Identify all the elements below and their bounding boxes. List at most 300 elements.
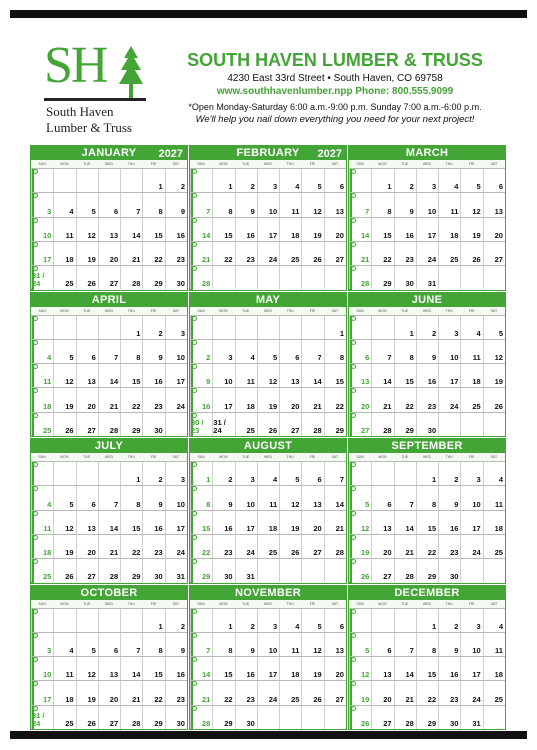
day-cell[interactable] <box>76 559 98 582</box>
day-cell[interactable] <box>165 681 187 704</box>
day-cell[interactable] <box>235 266 257 289</box>
day-cell[interactable] <box>142 511 164 534</box>
day-cell[interactable] <box>165 388 187 411</box>
day-cell[interactable] <box>279 169 301 192</box>
day-cell[interactable] <box>438 364 460 387</box>
day-cell[interactable] <box>76 633 98 656</box>
day-cell[interactable] <box>98 559 120 582</box>
day-cell[interactable] <box>324 316 346 339</box>
day-cell[interactable] <box>279 535 301 558</box>
day-cell[interactable] <box>394 657 416 680</box>
day-cell[interactable] <box>438 633 460 656</box>
day-cell[interactable] <box>76 486 98 509</box>
day-cell[interactable] <box>257 316 279 339</box>
day-cell[interactable] <box>190 559 212 582</box>
day-cell[interactable] <box>301 364 323 387</box>
day-cell[interactable] <box>257 609 279 632</box>
day-cell[interactable] <box>190 486 212 509</box>
day-cell[interactable] <box>53 511 75 534</box>
day-cell[interactable] <box>371 609 393 632</box>
day-cell[interactable] <box>165 266 187 289</box>
day-cell[interactable] <box>324 633 346 656</box>
day-cell[interactable] <box>142 706 164 729</box>
day-cell[interactable] <box>98 169 120 192</box>
day-cell[interactable] <box>190 242 212 265</box>
day-cell[interactable] <box>190 609 212 632</box>
day-cell[interactable] <box>120 486 142 509</box>
day-cell[interactable] <box>483 169 505 192</box>
day-cell[interactable] <box>394 535 416 558</box>
day-cell[interactable] <box>301 559 323 582</box>
day-cell[interactable] <box>212 413 234 436</box>
day-cell[interactable] <box>190 316 212 339</box>
day-cell[interactable] <box>371 535 393 558</box>
day-cell[interactable] <box>371 388 393 411</box>
day-cell[interactable] <box>165 633 187 656</box>
day-cell[interactable] <box>165 242 187 265</box>
day-cell[interactable] <box>371 511 393 534</box>
day-cell[interactable] <box>31 706 53 729</box>
company-contact[interactable]: www.southhavenlumber.npp Phone: 800.555.9099 <box>216 86 454 97</box>
day-cell[interactable] <box>120 193 142 216</box>
day-cell[interactable] <box>190 535 212 558</box>
day-cell[interactable] <box>165 413 187 436</box>
day-cell[interactable] <box>371 316 393 339</box>
day-cell[interactable] <box>349 462 371 485</box>
day-cell[interactable] <box>165 340 187 363</box>
day-cell[interactable] <box>394 266 416 289</box>
day-cell[interactable] <box>190 193 212 216</box>
day-cell[interactable] <box>235 609 257 632</box>
day-cell[interactable] <box>460 266 482 289</box>
day-cell[interactable] <box>120 242 142 265</box>
day-cell[interactable] <box>257 633 279 656</box>
day-cell[interactable] <box>235 462 257 485</box>
day-cell[interactable] <box>53 413 75 436</box>
day-cell[interactable] <box>460 242 482 265</box>
day-cell[interactable] <box>394 706 416 729</box>
day-cell[interactable] <box>483 340 505 363</box>
day-cell[interactable] <box>324 511 346 534</box>
day-cell[interactable] <box>235 413 257 436</box>
day-cell[interactable] <box>438 316 460 339</box>
day-cell[interactable] <box>371 413 393 436</box>
day-cell[interactable] <box>212 706 234 729</box>
day-cell[interactable] <box>31 511 53 534</box>
day-cell[interactable] <box>483 535 505 558</box>
day-cell[interactable] <box>98 486 120 509</box>
day-cell[interactable] <box>394 193 416 216</box>
day-cell[interactable] <box>279 609 301 632</box>
day-cell[interactable] <box>460 169 482 192</box>
day-cell[interactable] <box>279 681 301 704</box>
day-cell[interactable] <box>120 511 142 534</box>
day-cell[interactable] <box>76 462 98 485</box>
day-cell[interactable] <box>31 193 53 216</box>
day-cell[interactable] <box>98 193 120 216</box>
day-cell[interactable] <box>460 609 482 632</box>
day-cell[interactable] <box>98 462 120 485</box>
day-cell[interactable] <box>349 413 371 436</box>
day-cell[interactable] <box>460 388 482 411</box>
day-cell[interactable] <box>98 218 120 241</box>
day-cell[interactable] <box>212 266 234 289</box>
day-cell[interactable] <box>349 364 371 387</box>
day-cell[interactable] <box>120 340 142 363</box>
day-cell[interactable] <box>394 242 416 265</box>
day-cell[interactable] <box>438 535 460 558</box>
day-cell[interactable] <box>212 364 234 387</box>
day-cell[interactable] <box>301 706 323 729</box>
day-cell[interactable] <box>142 388 164 411</box>
day-cell[interactable] <box>165 511 187 534</box>
day-cell[interactable] <box>235 706 257 729</box>
day-cell[interactable] <box>257 559 279 582</box>
day-cell[interactable] <box>483 609 505 632</box>
day-cell[interactable] <box>142 193 164 216</box>
day-cell[interactable] <box>416 633 438 656</box>
day-cell[interactable] <box>165 169 187 192</box>
day-cell[interactable] <box>53 388 75 411</box>
day-cell[interactable] <box>371 193 393 216</box>
day-cell[interactable] <box>53 193 75 216</box>
day-cell[interactable] <box>438 340 460 363</box>
day-cell[interactable] <box>324 609 346 632</box>
day-cell[interactable] <box>190 413 212 436</box>
day-cell[interactable] <box>31 462 53 485</box>
day-cell[interactable] <box>438 609 460 632</box>
day-cell[interactable] <box>371 633 393 656</box>
day-cell[interactable] <box>349 559 371 582</box>
day-cell[interactable] <box>438 169 460 192</box>
day-cell[interactable] <box>394 559 416 582</box>
day-cell[interactable] <box>98 681 120 704</box>
day-cell[interactable] <box>165 609 187 632</box>
day-cell[interactable] <box>120 535 142 558</box>
day-cell[interactable] <box>235 511 257 534</box>
day-cell[interactable] <box>142 462 164 485</box>
day-cell[interactable] <box>483 559 505 582</box>
day-cell[interactable] <box>257 462 279 485</box>
day-cell[interactable] <box>76 388 98 411</box>
day-cell[interactable] <box>394 316 416 339</box>
day-cell[interactable] <box>460 559 482 582</box>
day-cell[interactable] <box>190 218 212 241</box>
day-cell[interactable] <box>438 413 460 436</box>
day-cell[interactable] <box>31 242 53 265</box>
day-cell[interactable] <box>460 706 482 729</box>
day-cell[interactable] <box>416 657 438 680</box>
day-cell[interactable] <box>460 413 482 436</box>
day-cell[interactable] <box>165 706 187 729</box>
day-cell[interactable] <box>190 657 212 680</box>
day-cell[interactable] <box>235 316 257 339</box>
day-cell[interactable] <box>416 511 438 534</box>
day-cell[interactable] <box>235 486 257 509</box>
day-cell[interactable] <box>324 413 346 436</box>
day-cell[interactable] <box>257 340 279 363</box>
day-cell[interactable] <box>142 266 164 289</box>
day-cell[interactable] <box>279 218 301 241</box>
day-cell[interactable] <box>98 657 120 680</box>
day-cell[interactable] <box>301 413 323 436</box>
day-cell[interactable] <box>235 340 257 363</box>
day-cell[interactable] <box>279 340 301 363</box>
day-cell[interactable] <box>190 388 212 411</box>
day-cell[interactable] <box>279 657 301 680</box>
day-cell[interactable] <box>416 559 438 582</box>
day-cell[interactable] <box>142 486 164 509</box>
day-cell[interactable] <box>53 609 75 632</box>
day-cell[interactable] <box>438 388 460 411</box>
day-cell[interactable] <box>190 169 212 192</box>
day-cell[interactable] <box>76 681 98 704</box>
day-cell[interactable] <box>416 193 438 216</box>
day-cell[interactable] <box>212 462 234 485</box>
day-cell[interactable] <box>53 316 75 339</box>
day-cell[interactable] <box>301 681 323 704</box>
day-cell[interactable] <box>120 633 142 656</box>
day-cell[interactable] <box>53 633 75 656</box>
day-cell[interactable] <box>324 242 346 265</box>
day-cell[interactable] <box>31 218 53 241</box>
day-cell[interactable] <box>142 657 164 680</box>
day-cell[interactable] <box>324 706 346 729</box>
day-cell[interactable] <box>438 681 460 704</box>
day-cell[interactable] <box>257 413 279 436</box>
day-cell[interactable] <box>483 266 505 289</box>
day-cell[interactable] <box>120 388 142 411</box>
day-cell[interactable] <box>212 559 234 582</box>
day-cell[interactable] <box>212 193 234 216</box>
day-cell[interactable] <box>460 218 482 241</box>
day-cell[interactable] <box>301 609 323 632</box>
day-cell[interactable] <box>212 657 234 680</box>
day-cell[interactable] <box>371 706 393 729</box>
day-cell[interactable] <box>235 388 257 411</box>
day-cell[interactable] <box>235 633 257 656</box>
day-cell[interactable] <box>324 559 346 582</box>
day-cell[interactable] <box>279 388 301 411</box>
day-cell[interactable] <box>31 340 53 363</box>
day-cell[interactable] <box>53 681 75 704</box>
day-cell[interactable] <box>98 413 120 436</box>
day-cell[interactable] <box>142 633 164 656</box>
day-cell[interactable] <box>460 633 482 656</box>
day-cell[interactable] <box>120 169 142 192</box>
day-cell[interactable] <box>142 364 164 387</box>
day-cell[interactable] <box>31 633 53 656</box>
day-cell[interactable] <box>31 486 53 509</box>
day-cell[interactable] <box>371 657 393 680</box>
day-cell[interactable] <box>394 486 416 509</box>
day-cell[interactable] <box>257 535 279 558</box>
day-cell[interactable] <box>460 511 482 534</box>
day-cell[interactable] <box>394 633 416 656</box>
day-cell[interactable] <box>235 535 257 558</box>
day-cell[interactable] <box>394 218 416 241</box>
day-cell[interactable] <box>324 657 346 680</box>
day-cell[interactable] <box>142 169 164 192</box>
day-cell[interactable] <box>53 169 75 192</box>
day-cell[interactable] <box>98 340 120 363</box>
day-cell[interactable] <box>98 609 120 632</box>
day-cell[interactable] <box>53 266 75 289</box>
day-cell[interactable] <box>76 657 98 680</box>
day-cell[interactable] <box>324 535 346 558</box>
day-cell[interactable] <box>438 486 460 509</box>
day-cell[interactable] <box>416 706 438 729</box>
day-cell[interactable] <box>53 340 75 363</box>
day-cell[interactable] <box>460 364 482 387</box>
day-cell[interactable] <box>53 462 75 485</box>
day-cell[interactable] <box>142 681 164 704</box>
day-cell[interactable] <box>257 511 279 534</box>
day-cell[interactable] <box>98 511 120 534</box>
day-cell[interactable] <box>483 511 505 534</box>
day-cell[interactable] <box>120 218 142 241</box>
day-cell[interactable] <box>53 559 75 582</box>
day-cell[interactable] <box>483 193 505 216</box>
day-cell[interactable] <box>483 706 505 729</box>
day-cell[interactable] <box>257 388 279 411</box>
day-cell[interactable] <box>98 706 120 729</box>
day-cell[interactable] <box>324 681 346 704</box>
day-cell[interactable] <box>416 535 438 558</box>
day-cell[interactable] <box>349 218 371 241</box>
day-cell[interactable] <box>53 242 75 265</box>
day-cell[interactable] <box>53 218 75 241</box>
day-cell[interactable] <box>324 169 346 192</box>
day-cell[interactable] <box>349 633 371 656</box>
day-cell[interactable] <box>371 266 393 289</box>
day-cell[interactable] <box>165 193 187 216</box>
day-cell[interactable] <box>279 316 301 339</box>
day-cell[interactable] <box>416 609 438 632</box>
day-cell[interactable] <box>416 340 438 363</box>
day-cell[interactable] <box>483 681 505 704</box>
day-cell[interactable] <box>438 242 460 265</box>
day-cell[interactable] <box>142 218 164 241</box>
day-cell[interactable] <box>324 364 346 387</box>
day-cell[interactable] <box>349 193 371 216</box>
day-cell[interactable] <box>98 388 120 411</box>
day-cell[interactable] <box>438 218 460 241</box>
day-cell[interactable] <box>165 462 187 485</box>
day-cell[interactable] <box>394 462 416 485</box>
day-cell[interactable] <box>212 242 234 265</box>
day-cell[interactable] <box>76 193 98 216</box>
day-cell[interactable] <box>301 486 323 509</box>
day-cell[interactable] <box>279 413 301 436</box>
day-cell[interactable] <box>416 462 438 485</box>
day-cell[interactable] <box>235 364 257 387</box>
day-cell[interactable] <box>31 316 53 339</box>
day-cell[interactable] <box>165 535 187 558</box>
day-cell[interactable] <box>438 706 460 729</box>
day-cell[interactable] <box>120 559 142 582</box>
day-cell[interactable] <box>212 535 234 558</box>
day-cell[interactable] <box>98 316 120 339</box>
day-cell[interactable] <box>190 706 212 729</box>
day-cell[interactable] <box>212 218 234 241</box>
day-cell[interactable] <box>349 657 371 680</box>
day-cell[interactable] <box>483 462 505 485</box>
day-cell[interactable] <box>301 266 323 289</box>
day-cell[interactable] <box>349 169 371 192</box>
day-cell[interactable] <box>76 511 98 534</box>
day-cell[interactable] <box>349 681 371 704</box>
day-cell[interactable] <box>120 681 142 704</box>
day-cell[interactable] <box>257 364 279 387</box>
day-cell[interactable] <box>120 462 142 485</box>
day-cell[interactable] <box>301 633 323 656</box>
day-cell[interactable] <box>76 242 98 265</box>
day-cell[interactable] <box>235 242 257 265</box>
day-cell[interactable] <box>98 633 120 656</box>
day-cell[interactable] <box>142 242 164 265</box>
day-cell[interactable] <box>279 462 301 485</box>
day-cell[interactable] <box>324 193 346 216</box>
day-cell[interactable] <box>212 169 234 192</box>
day-cell[interactable] <box>76 364 98 387</box>
day-cell[interactable] <box>31 681 53 704</box>
day-cell[interactable] <box>142 559 164 582</box>
day-cell[interactable] <box>31 266 53 289</box>
day-cell[interactable] <box>257 266 279 289</box>
day-cell[interactable] <box>301 242 323 265</box>
day-cell[interactable] <box>416 364 438 387</box>
day-cell[interactable] <box>483 486 505 509</box>
day-cell[interactable] <box>416 242 438 265</box>
day-cell[interactable] <box>324 340 346 363</box>
day-cell[interactable] <box>460 486 482 509</box>
day-cell[interactable] <box>120 657 142 680</box>
day-cell[interactable] <box>235 657 257 680</box>
day-cell[interactable] <box>279 364 301 387</box>
day-cell[interactable] <box>31 657 53 680</box>
day-cell[interactable] <box>190 462 212 485</box>
day-cell[interactable] <box>257 706 279 729</box>
day-cell[interactable] <box>416 316 438 339</box>
day-cell[interactable] <box>460 316 482 339</box>
day-cell[interactable] <box>460 193 482 216</box>
day-cell[interactable] <box>31 535 53 558</box>
day-cell[interactable] <box>483 657 505 680</box>
day-cell[interactable] <box>279 242 301 265</box>
day-cell[interactable] <box>165 316 187 339</box>
day-cell[interactable] <box>31 559 53 582</box>
day-cell[interactable] <box>142 609 164 632</box>
day-cell[interactable] <box>76 535 98 558</box>
day-cell[interactable] <box>76 218 98 241</box>
day-cell[interactable] <box>53 364 75 387</box>
day-cell[interactable] <box>416 681 438 704</box>
day-cell[interactable] <box>394 413 416 436</box>
day-cell[interactable] <box>483 364 505 387</box>
day-cell[interactable] <box>235 218 257 241</box>
day-cell[interactable] <box>301 340 323 363</box>
day-cell[interactable] <box>301 193 323 216</box>
day-cell[interactable] <box>76 706 98 729</box>
day-cell[interactable] <box>394 340 416 363</box>
day-cell[interactable] <box>98 364 120 387</box>
day-cell[interactable] <box>371 169 393 192</box>
day-cell[interactable] <box>76 316 98 339</box>
day-cell[interactable] <box>212 316 234 339</box>
day-cell[interactable] <box>438 462 460 485</box>
day-cell[interactable] <box>301 218 323 241</box>
